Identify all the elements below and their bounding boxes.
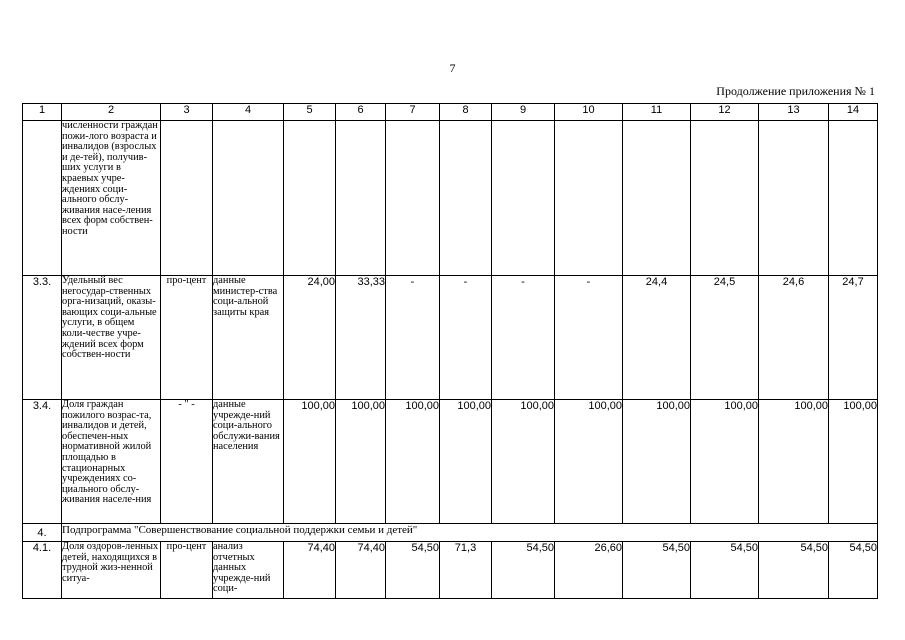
value-cell (492, 121, 555, 276)
value-cell (440, 121, 492, 276)
value-cell (691, 121, 759, 276)
value-cell: 54,50 (691, 542, 759, 599)
value-cell: 100,00 (555, 400, 623, 524)
header-cell: 14 (829, 104, 878, 121)
table-row (23, 276, 878, 400)
header-cell: 7 (386, 104, 440, 121)
value-cell: 54,50 (623, 542, 691, 599)
value-cell: - (492, 276, 555, 400)
appendix-note: Продолжение приложения № 1 (716, 84, 875, 98)
value-cell: 33,33 (336, 276, 386, 400)
value-cell (336, 121, 386, 276)
header-cell: 3 (161, 104, 213, 121)
header-cell: 12 (691, 104, 759, 121)
value-cell (759, 121, 829, 276)
unit-cell (161, 121, 213, 276)
unit-cell: про-цент (161, 542, 213, 599)
value-cell: 24,6 (759, 276, 829, 400)
value-cell: 100,00 (829, 400, 878, 524)
value-cell: 100,00 (336, 400, 386, 524)
header-cell: 11 (623, 104, 691, 121)
value-cell: 24,4 (623, 276, 691, 400)
value-cell: 54,50 (386, 542, 440, 599)
value-cell: 24,00 (284, 276, 336, 400)
value-cell: 74,40 (336, 542, 386, 599)
value-cell: 54,50 (759, 542, 829, 599)
header-row (23, 104, 878, 121)
value-cell (829, 121, 878, 276)
value-cell: - (440, 276, 492, 400)
source-cell: данные министер-ства соци-альной защиты края (213, 276, 284, 400)
value-cell: 54,50 (492, 542, 555, 599)
value-cell: - (386, 276, 440, 400)
value-cell (623, 121, 691, 276)
value-cell: 74,40 (284, 542, 336, 599)
header-cell: 9 (492, 104, 555, 121)
value-cell: - (555, 276, 623, 400)
table-row (23, 542, 878, 599)
indicator-name: численности граждан пожи-лого возраста и инвалидов (взрослых и де-тей), получив-ших услуги в краевых учре-ждениях соци-ального обслу-живания насе-ления всех форм собствен-ности (62, 121, 161, 276)
source-cell: данные учрежде-ний соци-ального обслужи-вания населения (213, 400, 284, 524)
value-cell: 100,00 (691, 400, 759, 524)
unit-cell: про-цент (161, 276, 213, 400)
table-row (23, 400, 878, 524)
value-cell: 24,5 (691, 276, 759, 400)
subprogram-row (23, 524, 878, 542)
subprogram-title: Подпрограмма "Совершенствование социальной поддержки семьи и детей" (62, 524, 878, 542)
row-number (23, 121, 62, 276)
page-number: 7 (449, 61, 456, 75)
value-cell: 71,3 (440, 542, 492, 599)
value-cell (386, 121, 440, 276)
header-cell: 1 (23, 104, 62, 121)
indicator-name (62, 542, 161, 599)
row-number: 4.1. (23, 542, 62, 599)
value-cell: 24,7 (829, 276, 878, 400)
value-cell (284, 121, 336, 276)
value-cell: 100,00 (386, 400, 440, 524)
value-cell: 54,50 (829, 542, 878, 599)
source-text: анализ отчетных данных учрежде-ний соци- (213, 542, 271, 594)
value-cell: 100,00 (759, 400, 829, 524)
indicators-table (22, 103, 878, 599)
indicator-name-text: Доля оздоров-ленных детей, находящихся в трудной жиз-ненной ситуа- (62, 542, 159, 584)
indicator-name: Удельный вес негосудар-ственных орга-низаций, оказы-вающих соци-альные услуги, в общем коли-честве учре-ждений всех форм собствен-ности (62, 276, 161, 400)
value-cell: 26,60 (555, 542, 623, 599)
header-cell: 4 (213, 104, 284, 121)
value-cell: 100,00 (623, 400, 691, 524)
value-cell: 100,00 (492, 400, 555, 524)
source-cell (213, 542, 284, 599)
row-number: 3.4. (23, 400, 62, 524)
header-cell: 2 (62, 104, 161, 121)
row-number: 3.3. (23, 276, 62, 400)
table-row (23, 121, 878, 276)
row-number: 4. (23, 524, 62, 542)
value-cell: 100,00 (440, 400, 492, 524)
header-cell: 6 (336, 104, 386, 121)
header-cell: 13 (759, 104, 829, 121)
header-cell: 8 (440, 104, 492, 121)
value-cell: 100,00 (284, 400, 336, 524)
header-cell: 5 (284, 104, 336, 121)
value-cell (555, 121, 623, 276)
unit-cell: - " - (161, 400, 213, 524)
indicator-name: Доля граждан пожилого возрас-та, инвалидов и детей, обеспечен-ных нормативной жилой площадью в стационарных учреждениях со-циального обслу-живания населе-ния (62, 400, 161, 524)
source-cell (213, 121, 284, 276)
header-cell: 10 (555, 104, 623, 121)
